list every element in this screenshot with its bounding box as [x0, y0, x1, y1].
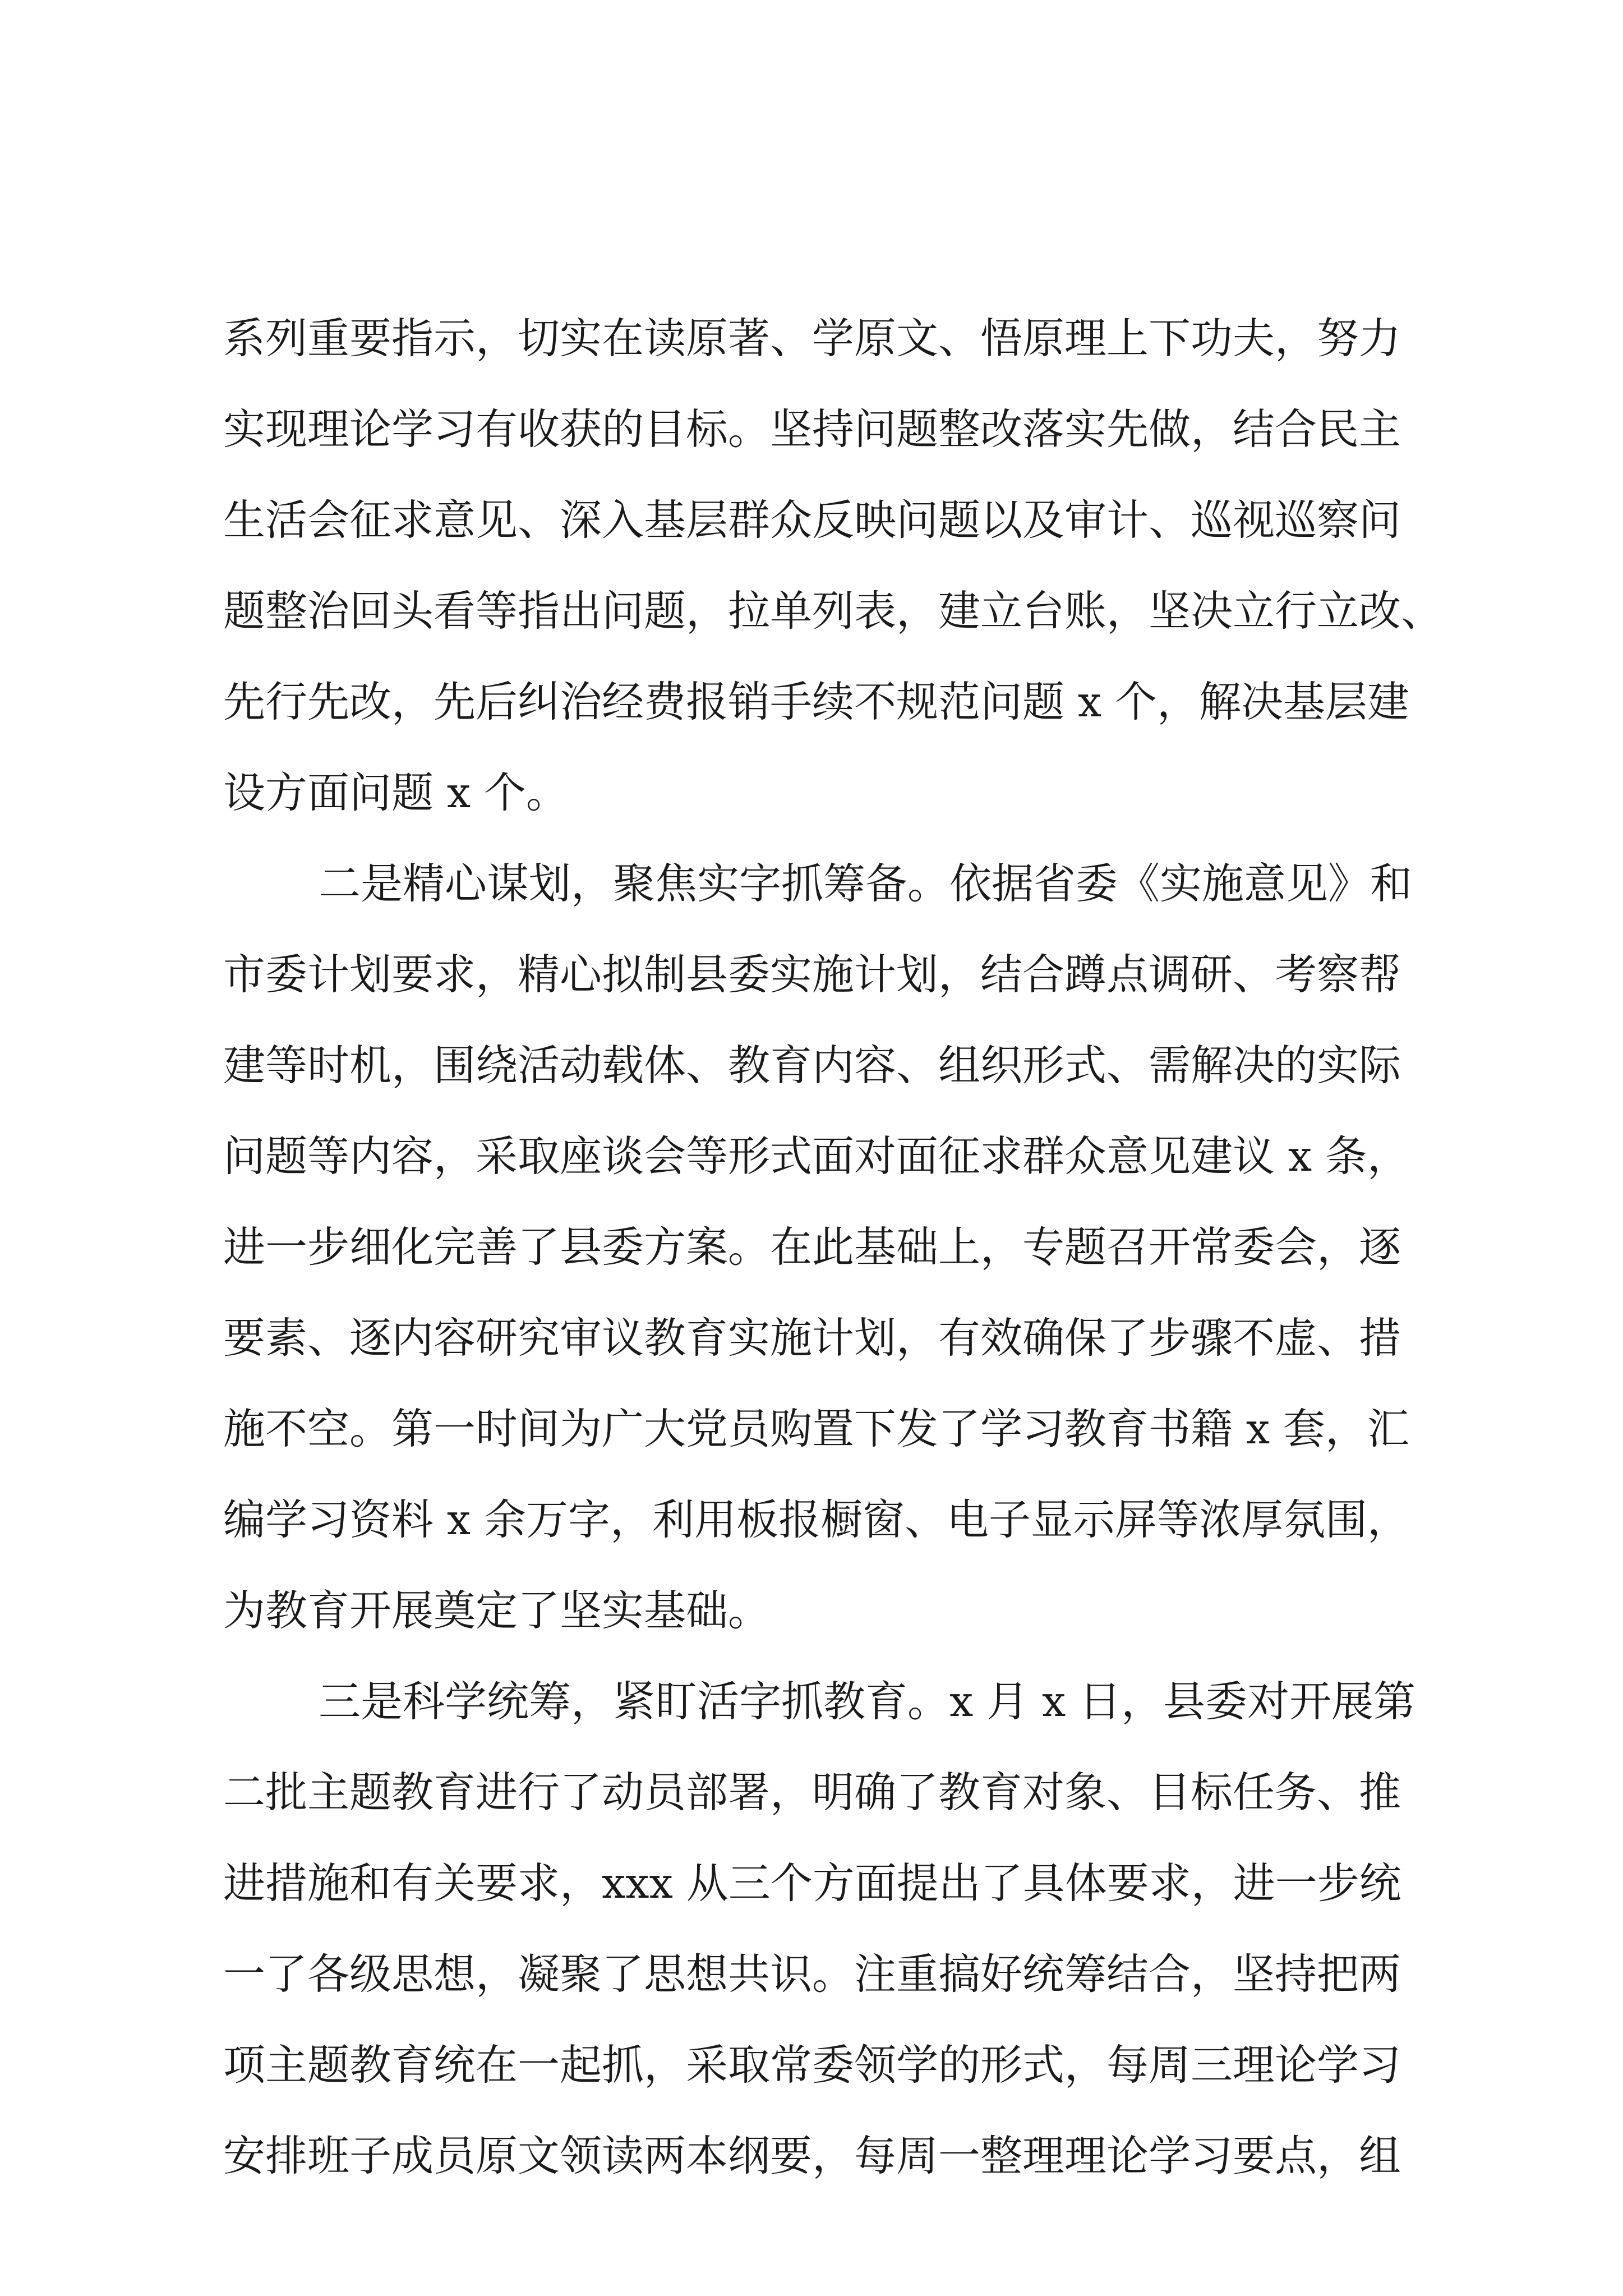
text-line: 进一步细化完善了县委方案。在此基础上，专题召开常委会，逐 [223, 1222, 1401, 1272]
text-line: 为教育开展奠定了坚实基础。 [223, 1586, 771, 1635]
text-line: 施不空。第一时间为广大党员购置下发了学习教育书籍 x 套，汇 [223, 1404, 1409, 1453]
text-line: 要素、逐内容研究审议教育实施计划，有效确保了步骤不虚、措 [223, 1313, 1401, 1363]
text-line: 编学习资料 x 余万字，利用板报橱窗、电子显示屏等浓厚氛围， [223, 1495, 1409, 1544]
text-line: 生活会征求意见、深入基层群众反映问题以及审计、巡视巡察问 [223, 495, 1401, 545]
text-line: 系列重要指示，切实在读原著、学原文、悟原理上下功夫，努力 [223, 314, 1401, 363]
text-line: 实现理论学习有收获的目标。坚持问题整改落实先做，结合民主 [223, 404, 1401, 454]
text-line: 设方面问题 x 个。 [223, 768, 568, 817]
text-line: 题整治回头看等指出问题，拉单列表，建立台账，坚决立行立改、 [223, 586, 1444, 636]
text-line: 建等时机，围绕活动载体、教育内容、组织形式、需解决的实际 [223, 1041, 1401, 1090]
paragraph-first-line: 三是科学统筹，紧盯活字抓教育。x 月 x 日，县委对开展第 [319, 1677, 1416, 1726]
text-line: 安排班子成员原文领读两本纲要，每周一整理理论学习要点，组 [223, 2131, 1401, 2180]
text-line: 二批主题教育进行了动员部署，明确了教育对象、目标任务、推 [223, 1768, 1401, 1817]
paragraph-first-line: 二是精心谋划，聚焦实字抓筹备。依据省委《实施意见》和 [319, 859, 1413, 908]
text-line: 一了各级思想，凝聚了思想共识。注重搞好统筹结合，坚持把两 [223, 1949, 1401, 1999]
text-line: 市委计划要求，精心拟制县委实施计划，结合蹲点调研、考察帮 [223, 950, 1401, 999]
text-line: 先行先改，先后纠治经费报销手续不规范问题 x 个，解决基层建 [223, 677, 1409, 726]
text-line: 项主题教育统在一起抓，采取常委领学的形式，每周三理论学习 [223, 2040, 1401, 2090]
text-line: 问题等内容，采取座谈会等形式面对面征求群众意见建议 x 条， [223, 1131, 1409, 1181]
text-line: 进措施和有关要求，xxx 从三个方面提出了具体要求，进一步统 [223, 1858, 1401, 1908]
